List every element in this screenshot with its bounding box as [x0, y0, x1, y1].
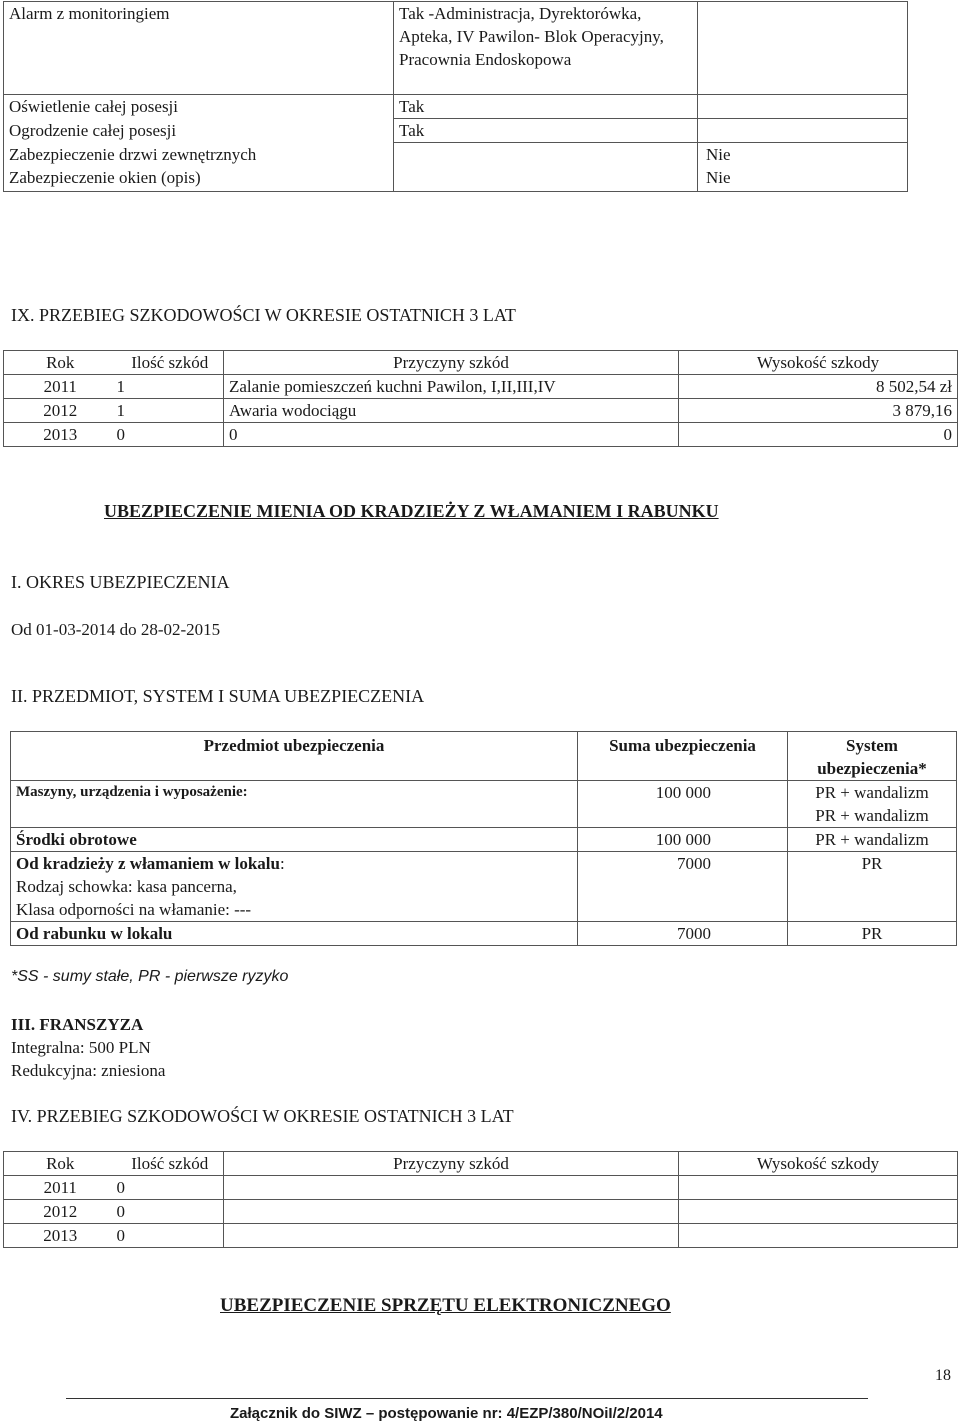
security-value: Tak -Administracja, Dyrektorówka, Apteka, IV Pawilon- Blok Operacyjny, Pracownia Endoskopowa — [394, 2, 698, 95]
table-row — [4, 166, 908, 192]
security-table — [3, 1, 908, 192]
item-sum: 100 000 — [578, 781, 788, 828]
table-row — [11, 922, 957, 946]
column-header: Przyczyny szkód — [224, 351, 679, 375]
security-label: Alarm z monitoringiem — [4, 2, 394, 95]
security-value: Tak — [394, 95, 698, 119]
deductible-integral: Integralna: 500 PLN — [11, 1038, 151, 1057]
item-label-line: Klasa odporności na włamanie: --- — [16, 900, 252, 919]
security-label: Zabezpieczenie okien (opis) — [4, 166, 394, 192]
table-cell — [679, 1200, 958, 1224]
table-cell: 2011 — [4, 375, 117, 399]
table-row — [4, 423, 958, 447]
table-cell: 3 879,16 — [679, 399, 958, 423]
table-cell: 0 — [117, 1176, 224, 1200]
security-value — [394, 143, 698, 167]
item-label: Od rabunku w lokalu — [11, 922, 578, 946]
item-system: PR — [788, 852, 957, 922]
column-header: Przyczyny szkód — [224, 1152, 679, 1176]
column-header: Przedmiot ubezpieczenia — [11, 732, 578, 781]
table-cell — [224, 1200, 679, 1224]
table-cell: 0 — [117, 423, 224, 447]
item-label — [11, 852, 578, 922]
table-cell — [224, 1224, 679, 1248]
security-extra: Nie — [698, 166, 908, 192]
security-extra — [698, 2, 908, 95]
table-row — [4, 95, 908, 119]
table-row — [4, 399, 958, 423]
period-title: I. OKRES UBEZPIECZENIA — [11, 572, 230, 592]
table-row — [4, 1224, 958, 1248]
table-cell: 1 — [117, 375, 224, 399]
table-row — [4, 143, 908, 167]
table-row — [11, 828, 957, 852]
column-header: Wysokość szkody — [679, 1152, 958, 1176]
security-value — [394, 166, 698, 192]
table-cell: 1 — [117, 399, 224, 423]
item-system-line: PR + wandalizm — [815, 783, 929, 802]
subject-title: II. PRZEDMIOT, SYSTEM I SUMA UBEZPIECZENIA — [11, 686, 425, 706]
column-header: Ilość szkód — [117, 1152, 224, 1176]
item-label: Środki obrotowe — [11, 828, 578, 852]
table-cell: 2011 — [4, 1176, 117, 1200]
section-iv-title: IV. PRZEBIEG SZKODOWOŚCI W OKRESIE OSTATNICH 3 LAT — [11, 1106, 514, 1126]
deductible-reduction: Redukcyjna: zniesiona — [11, 1061, 166, 1080]
item-label-line — [16, 852, 572, 875]
table-row — [11, 732, 957, 781]
item-system: PR — [788, 922, 957, 946]
footer-divider — [66, 1398, 868, 1399]
item-sum: 100 000 — [578, 828, 788, 852]
table-row — [4, 375, 958, 399]
column-header: Suma ubezpieczenia — [578, 732, 788, 781]
security-label: Oświetlenie całej posesji — [4, 95, 394, 119]
item-label-colon: : — [279, 854, 285, 873]
table-cell: 0 — [679, 423, 958, 447]
table-cell: 2012 — [4, 399, 117, 423]
table-row — [4, 119, 908, 143]
item-system: PR + wandalizm — [788, 828, 957, 852]
deductible-title: III. FRANSZYZA — [11, 1015, 144, 1034]
item-system-line: PR + wandalizm — [815, 806, 929, 825]
table-cell: 0 — [117, 1200, 224, 1224]
column-header: Ilość szkód — [117, 351, 224, 375]
item-label: Maszyny, urządzenia i wyposażenie: — [11, 781, 578, 828]
table-cell: Zalanie pomieszczeń kuchni Pawilon, I,II,III,IV — [224, 375, 679, 399]
table-row — [11, 781, 957, 828]
table-cell: Awaria wodociągu — [224, 399, 679, 423]
table-cell: 8 502,54 zł — [679, 375, 958, 399]
security-value: Tak — [394, 119, 698, 143]
column-header: Rok — [4, 1152, 117, 1176]
theft-subject-table — [10, 731, 957, 946]
table-row — [4, 2, 908, 95]
table-cell: 2013 — [4, 1224, 117, 1248]
item-sum: 7000 — [578, 922, 788, 946]
footnote: *SS - sumy stałe, PR - pierwsze ryzyko — [11, 968, 289, 985]
table-cell — [679, 1176, 958, 1200]
security-extra — [698, 95, 908, 119]
table-row — [4, 1176, 958, 1200]
claims-table-iv — [3, 1151, 958, 1248]
table-cell: 0 — [224, 423, 679, 447]
column-header: Wysokość szkody — [679, 351, 958, 375]
table-cell: 2013 — [4, 423, 117, 447]
security-extra: Nie — [698, 143, 908, 167]
security-label: Zabezpieczenie drzwi zewnętrznych — [4, 143, 394, 167]
security-extra — [698, 119, 908, 143]
item-sum: 7000 — [578, 852, 788, 922]
page-number: 18 — [935, 1367, 951, 1384]
item-label-line: Rodzaj schowka: kasa pancerna, — [16, 877, 237, 896]
table-cell: 2012 — [4, 1200, 117, 1224]
table-row — [11, 852, 957, 922]
column-header: Rok — [4, 351, 117, 375]
table-row — [4, 1200, 958, 1224]
table-row — [4, 351, 958, 375]
table-row — [4, 1152, 958, 1176]
table-cell — [679, 1224, 958, 1248]
table-cell: 0 — [117, 1224, 224, 1248]
period-value: Od 01-03-2014 do 28-02-2015 — [11, 620, 221, 639]
column-header: System ubezpieczenia* — [788, 732, 957, 781]
item-system — [788, 781, 957, 828]
item-label-bold: Od kradzieży z włamaniem w lokalu — [16, 854, 280, 873]
theft-insurance-title: UBEZPIECZENIE MIENIA OD KRADZIEŻY Z WŁAMANIEM I RABUNKU — [104, 501, 719, 521]
table-cell — [224, 1176, 679, 1200]
electronics-insurance-title: UBEZPIECZENIE SPRZĘTU ELEKTRONICZNEGO — [220, 1295, 671, 1316]
section-ix-title: IX. PRZEBIEG SZKODOWOŚCI W OKRESIE OSTATNICH 3 LAT — [11, 305, 516, 325]
footer-text: Załącznik do SIWZ – postępowanie nr: 4/EZP/380/NOiI/2/2014 — [230, 1405, 663, 1422]
claims-table-ix — [3, 350, 958, 447]
security-label: Ogrodzenie całej posesji — [4, 119, 394, 143]
